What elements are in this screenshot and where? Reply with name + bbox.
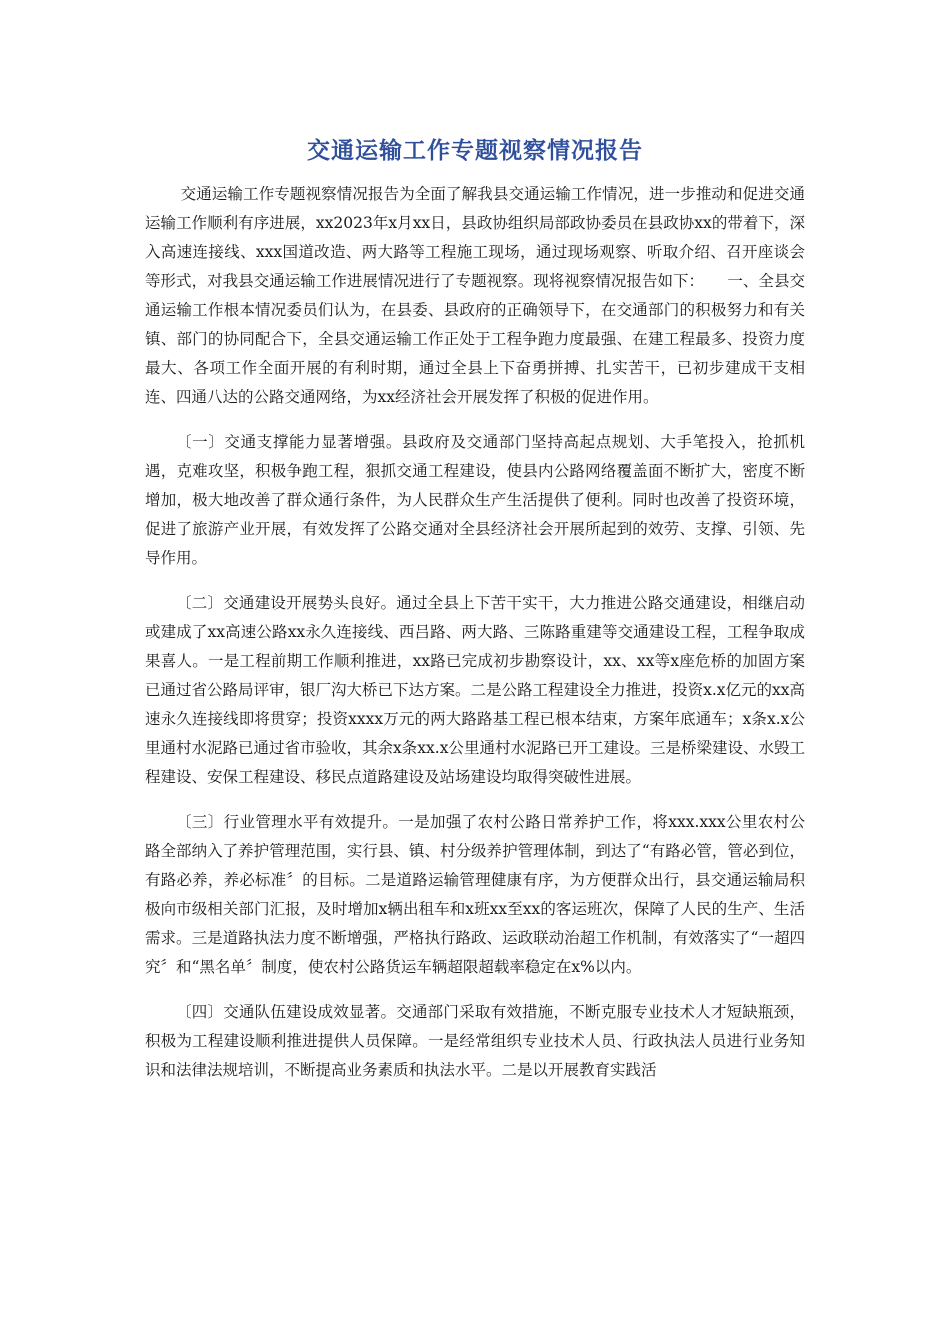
paragraph-section-3: 〔三〕行业管理水平有效提升。一是加强了农村公路日常养护工作，将xxx.xxx公里农村公路全部纳入了养护管理范围，实行县、镇、村分级养护管理体制，到达了“有路必管，管必到位，有路必养，养必标准〞的目标。二是道路运输管理健康有序，为方便群众出行，县交通运输局积极向市级相关部门汇报，及时增加x辆出租车和x班xx至xx的客运班次，保障了人民的生产、生活需求。三是道路执法力度不断增强，严格执行路政、运政联动治超工作机制，有效落实了“一超四究〞和“黑名单〞制度，使农村公路货运车辆超限超载率稳定在x%以内。 bbox=[145, 813, 805, 976]
paragraph-section-4: 〔四〕交通队伍建设成效显著。交通部门采取有效措施，不断克服专业技术人才短缺瓶颈，积极为工程建设顺利推进提供人员保障。一是经常组织专业技术人员、行政执法人员进行业务知识和法律法规培训，不断提高业务素质和执法水平。二是以开展教育实践活 bbox=[145, 1003, 805, 1079]
document-body bbox=[145, 180, 805, 1101]
document-title: 交通运输工作专题视察情况报告 bbox=[307, 138, 643, 164]
paragraph-intro: 交通运输工作专题视察情况报告为全面了解我县交通运输工作情况，进一步推动和促进交通运输工作顺利有序进展，xx2023年x月xx日，县政协组织局部政协委员在县政协xx的带着下，深入高速连接线、xxx国道改造、两大路等工程施工现场，通过现场观察、听取介绍、召开座谈会等形式，对我县交通运输工作进展情况进行了专题视察。现将视察情况报告如下： 一、全县交通运输工作根本情况委员们认为，在县委、县政府的正确领导下，在交通部门的积极努力和有关镇、部门的协同配合下，全县交通运输工作正处于工程争跑力度最强、在建工程最多、投资力度最大、各项工作全面开展的有利时期，通过全县上下奋勇拼搏、扎实苦干，已初步建成干支相连、四通八达的公路交通网络，为xx经济社会开展发挥了积极的促进作用。 bbox=[145, 185, 805, 406]
paragraph-section-2: 〔二〕交通建设开展势头良好。通过全县上下苦干实干，大力推进公路交通建设，相继启动或建成了xx高速公路xx永久连接线、西吕路、两大路、三陈路重建等交通建设工程，工程争取成果喜人。一是工程前期工作顺利推进，xx路已完成初步勘察设计，xx、xx等x座危桥的加固方案已通过省公路局评审，银厂沟大桥已下达方案。二是公路工程建设全力推进，投资x.x亿元的xx高速永久连接线即将贯穿；投资xxxx万元的两大路路基工程已根本结束，方案年底通车；x条x.x公里通村水泥路已通过省市验收，其余x条xx.x公里通村水泥路已开工建设。三是桥梁建设、水毁工程建设、安保工程建设、移民点道路建设及站场建设均取得突破性进展。 bbox=[145, 594, 805, 786]
paragraph-section-1: 〔一〕交通支撑能力显著增强。县政府及交通部门坚持高起点规划、大手笔投入，抢抓机遇，克难攻坚，积极争跑工程，狠抓交通工程建设，使县内公路网络覆盖面不断扩大，密度不断增加，极大地改善了群众通行条件，为人民群众生产生活提供了便利。同时也改善了投资环境，促进了旅游产业开展，有效发挥了公路交通对全县经济社会开展所起到的效劳、支撑、引领、先导作用。 bbox=[145, 433, 805, 567]
